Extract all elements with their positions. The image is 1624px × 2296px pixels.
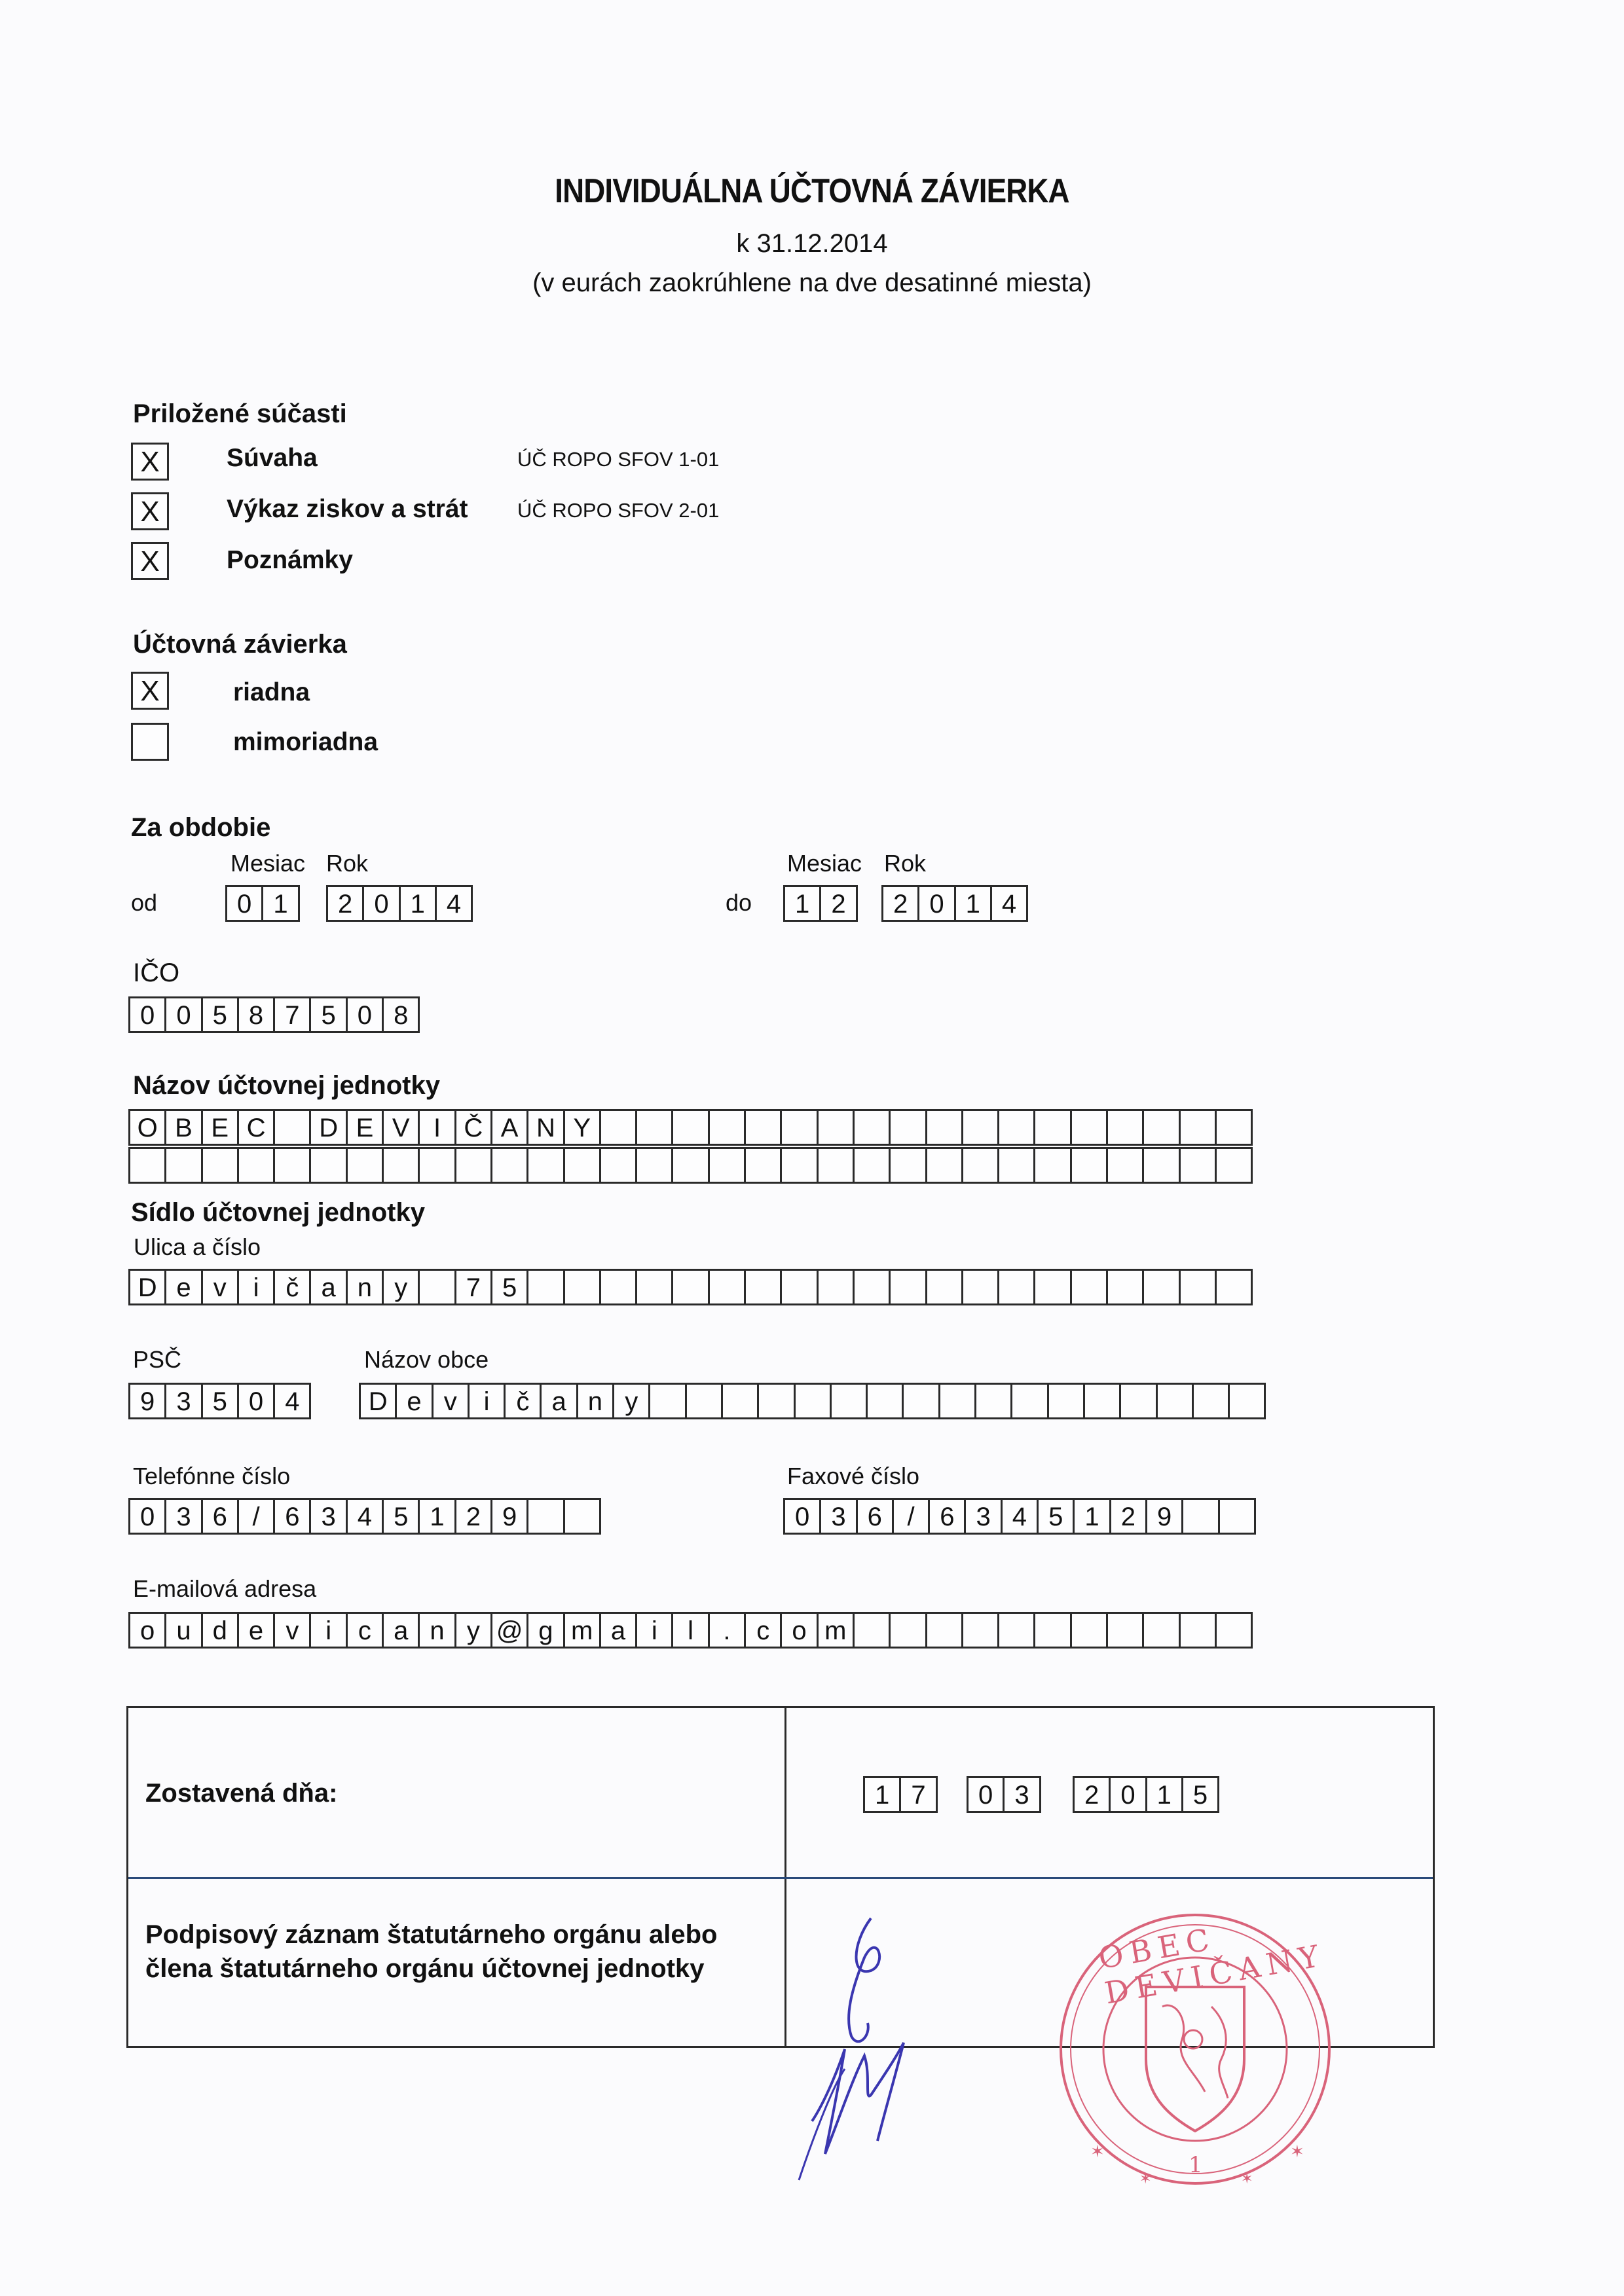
- char-cell[interactable]: [1033, 1612, 1071, 1649]
- ico-label: IČO: [133, 958, 180, 987]
- char-cell[interactable]: 2: [326, 885, 364, 922]
- char-cell[interactable]: [526, 1147, 564, 1184]
- char-cell[interactable]: c: [346, 1612, 384, 1649]
- city-label: Názov obce: [364, 1346, 489, 1373]
- table-divider-horizontal: [128, 1877, 1433, 1879]
- char-cell[interactable]: [1070, 1269, 1108, 1305]
- char-cell[interactable]: [1179, 1109, 1217, 1146]
- char-cell[interactable]: [382, 1147, 420, 1184]
- char-cell[interactable]: g: [526, 1612, 564, 1649]
- char-cell[interactable]: [925, 1147, 963, 1184]
- char-cell[interactable]: [1070, 1612, 1108, 1649]
- char-cell[interactable]: [708, 1269, 746, 1305]
- char-cell[interactable]: 6: [201, 1498, 239, 1535]
- char-cell[interactable]: [563, 1147, 601, 1184]
- char-cell[interactable]: [961, 1109, 999, 1146]
- char-cell[interactable]: a: [599, 1612, 637, 1649]
- to-year-label: Rok: [884, 850, 927, 877]
- char-cell[interactable]: e: [164, 1269, 202, 1305]
- label-riadna: riadna: [233, 678, 310, 706]
- char-cell[interactable]: [997, 1269, 1035, 1305]
- char-cell[interactable]: [1070, 1147, 1108, 1184]
- char-cell[interactable]: [1106, 1612, 1144, 1649]
- char-cell[interactable]: [1192, 1383, 1230, 1419]
- char-cell[interactable]: i: [237, 1269, 275, 1305]
- char-cell[interactable]: [925, 1269, 963, 1305]
- char-cell[interactable]: 0: [967, 1776, 1005, 1813]
- char-cell[interactable]: o: [780, 1612, 818, 1649]
- char-cell[interactable]: [1215, 1269, 1253, 1305]
- char-cell[interactable]: [1228, 1383, 1266, 1419]
- char-cell[interactable]: [757, 1383, 795, 1419]
- char-cell[interactable]: a: [382, 1612, 420, 1649]
- char-cell[interactable]: [1106, 1109, 1144, 1146]
- city-field[interactable]: [359, 1383, 1264, 1419]
- char-cell[interactable]: n: [346, 1269, 384, 1305]
- char-cell[interactable]: 1: [1145, 1776, 1183, 1813]
- char-cell[interactable]: 0: [164, 996, 202, 1033]
- compiled-month-field[interactable]: [967, 1776, 1039, 1813]
- char-cell[interactable]: i: [635, 1612, 673, 1649]
- char-cell[interactable]: y: [454, 1612, 492, 1649]
- compiled-year-field[interactable]: [1073, 1776, 1217, 1813]
- char-cell[interactable]: 1: [1073, 1498, 1111, 1535]
- char-cell[interactable]: 2: [1073, 1776, 1111, 1813]
- char-cell[interactable]: D: [309, 1109, 347, 1146]
- street-field[interactable]: [128, 1269, 1251, 1305]
- char-cell[interactable]: Y: [563, 1109, 601, 1146]
- char-cell[interactable]: [418, 1269, 456, 1305]
- char-cell[interactable]: 5: [490, 1269, 528, 1305]
- char-cell[interactable]: 3: [1003, 1776, 1041, 1813]
- char-cell[interactable]: @: [490, 1612, 528, 1649]
- checkbox-vykaz[interactable]: X: [131, 492, 169, 530]
- char-cell[interactable]: 4: [990, 885, 1028, 922]
- psc-label: PSČ: [133, 1346, 182, 1373]
- char-cell[interactable]: 5: [201, 996, 239, 1033]
- char-cell[interactable]: [1033, 1269, 1071, 1305]
- label-suvaha: Súvaha: [227, 444, 318, 472]
- char-cell[interactable]: [853, 1269, 891, 1305]
- char-cell[interactable]: [201, 1147, 239, 1184]
- phone-label: Telefónne číslo: [133, 1463, 291, 1489]
- char-cell[interactable]: [902, 1383, 940, 1419]
- closing-type-heading: Účtovná závierka: [133, 630, 347, 659]
- svg-text:✶: ✶: [1290, 2142, 1304, 2162]
- to-label: do: [726, 889, 752, 916]
- char-cell[interactable]: [1083, 1383, 1121, 1419]
- char-cell[interactable]: [671, 1147, 709, 1184]
- char-cell[interactable]: 9: [490, 1498, 528, 1535]
- document-title: INDIVIDUÁLNA ÚČTOVNÁ ZÁVIERKA: [555, 172, 1069, 210]
- char-cell[interactable]: [925, 1612, 963, 1649]
- char-cell[interactable]: n: [418, 1612, 456, 1649]
- checkbox-suvaha[interactable]: X: [131, 443, 169, 481]
- char-cell[interactable]: [164, 1147, 202, 1184]
- signature-label-line2: člena štatutárneho orgánu účtovnej jednotky: [145, 1954, 705, 1983]
- char-cell[interactable]: 0: [225, 885, 263, 922]
- char-cell[interactable]: 1: [783, 885, 821, 922]
- compiled-date-label: Zostavená dňa:: [145, 1779, 338, 1808]
- char-cell[interactable]: [1010, 1383, 1048, 1419]
- char-cell[interactable]: [780, 1147, 818, 1184]
- char-cell[interactable]: 0: [237, 1383, 275, 1419]
- char-cell[interactable]: i: [468, 1383, 506, 1419]
- char-cell[interactable]: n: [576, 1383, 614, 1419]
- compiled-day-field[interactable]: [863, 1776, 936, 1813]
- char-cell[interactable]: [309, 1147, 347, 1184]
- to-year-field[interactable]: [881, 885, 1026, 922]
- code-vykaz: ÚČ ROPO SFOV 2-01: [517, 499, 720, 522]
- char-cell[interactable]: [866, 1383, 904, 1419]
- stamp-text: OBEC DEVIČANY: [1096, 1920, 1328, 2011]
- email-field[interactable]: [128, 1612, 1251, 1649]
- char-cell[interactable]: 7: [899, 1776, 937, 1813]
- char-cell[interactable]: 9: [1145, 1498, 1183, 1535]
- code-suvaha: ÚČ ROPO SFOV 1-01: [517, 448, 720, 471]
- char-cell[interactable]: [599, 1147, 637, 1184]
- char-cell[interactable]: [1179, 1269, 1217, 1305]
- char-cell[interactable]: [1142, 1147, 1180, 1184]
- char-cell[interactable]: o: [128, 1612, 166, 1649]
- char-cell[interactable]: 0: [128, 1498, 166, 1535]
- char-cell[interactable]: 7: [454, 1269, 492, 1305]
- char-cell[interactable]: E: [346, 1109, 384, 1146]
- char-cell[interactable]: [671, 1269, 709, 1305]
- label-mimoriadna: mimoriadna: [233, 728, 378, 756]
- from-year-label: Rok: [326, 850, 369, 877]
- char-cell[interactable]: .: [708, 1612, 746, 1649]
- char-cell[interactable]: [273, 1109, 311, 1146]
- char-cell[interactable]: [853, 1147, 891, 1184]
- char-cell[interactable]: 1: [399, 885, 437, 922]
- char-cell[interactable]: [1119, 1383, 1157, 1419]
- char-cell[interactable]: 3: [964, 1498, 1002, 1535]
- svg-text:✶: ✶: [1090, 2142, 1105, 2162]
- char-cell[interactable]: /: [892, 1498, 930, 1535]
- char-cell[interactable]: [454, 1147, 492, 1184]
- char-cell[interactable]: 5: [201, 1383, 239, 1419]
- to-month-field[interactable]: [783, 885, 856, 922]
- char-cell[interactable]: [1106, 1269, 1144, 1305]
- char-cell[interactable]: [599, 1109, 637, 1146]
- char-cell[interactable]: 4: [1001, 1498, 1039, 1535]
- char-cell[interactable]: v: [432, 1383, 470, 1419]
- char-cell[interactable]: [346, 1147, 384, 1184]
- char-cell[interactable]: 1: [954, 885, 992, 922]
- char-cell[interactable]: [780, 1109, 818, 1146]
- char-cell[interactable]: [671, 1109, 709, 1146]
- char-cell[interactable]: 4: [273, 1383, 311, 1419]
- official-stamp: [1054, 1908, 1336, 2190]
- char-cell[interactable]: /: [237, 1498, 275, 1535]
- char-cell[interactable]: l: [671, 1612, 709, 1649]
- char-cell[interactable]: e: [237, 1612, 275, 1649]
- char-cell[interactable]: 8: [382, 996, 420, 1033]
- char-cell[interactable]: [721, 1383, 759, 1419]
- char-cell[interactable]: v: [201, 1269, 239, 1305]
- char-cell[interactable]: D: [359, 1383, 397, 1419]
- char-cell[interactable]: [1218, 1498, 1256, 1535]
- char-cell[interactable]: [938, 1383, 976, 1419]
- signature: [773, 1905, 943, 2193]
- char-cell[interactable]: [685, 1383, 723, 1419]
- attachments-heading: Priložené súčasti: [133, 399, 347, 428]
- char-cell[interactable]: [708, 1147, 746, 1184]
- char-cell[interactable]: 6: [273, 1498, 311, 1535]
- char-cell[interactable]: v: [273, 1612, 311, 1649]
- char-cell[interactable]: u: [164, 1612, 202, 1649]
- char-cell[interactable]: [1033, 1147, 1071, 1184]
- char-cell[interactable]: 0: [362, 885, 400, 922]
- char-cell[interactable]: y: [612, 1383, 650, 1419]
- char-cell[interactable]: 3: [164, 1498, 202, 1535]
- char-cell[interactable]: 0: [1109, 1776, 1147, 1813]
- char-cell[interactable]: 1: [863, 1776, 901, 1813]
- char-cell[interactable]: D: [128, 1269, 166, 1305]
- char-cell[interactable]: 2: [454, 1498, 492, 1535]
- char-cell[interactable]: 0: [783, 1498, 821, 1535]
- checkbox-riadna[interactable]: X: [131, 672, 169, 710]
- from-month-label: Mesiac: [231, 850, 306, 877]
- char-cell[interactable]: [817, 1269, 855, 1305]
- signature-label-line1: Podpisový záznam štatutárneho orgánu alebo: [145, 1920, 718, 1949]
- char-cell[interactable]: [708, 1109, 746, 1146]
- char-cell[interactable]: 1: [261, 885, 299, 922]
- char-cell[interactable]: [780, 1269, 818, 1305]
- char-cell[interactable]: I: [418, 1109, 456, 1146]
- char-cell[interactable]: [853, 1612, 891, 1649]
- char-cell[interactable]: [817, 1147, 855, 1184]
- checkbox-mimoriadna[interactable]: [131, 723, 169, 761]
- char-cell[interactable]: [526, 1269, 564, 1305]
- char-cell[interactable]: 4: [346, 1498, 384, 1535]
- street-label: Ulica a číslo: [134, 1233, 261, 1260]
- char-cell[interactable]: 3: [819, 1498, 857, 1535]
- char-cell[interactable]: 0: [917, 885, 955, 922]
- char-cell[interactable]: 9: [128, 1383, 166, 1419]
- char-cell[interactable]: y: [382, 1269, 420, 1305]
- char-cell[interactable]: [889, 1612, 927, 1649]
- char-cell[interactable]: [925, 1109, 963, 1146]
- char-cell[interactable]: [744, 1109, 782, 1146]
- phone-field[interactable]: [128, 1498, 599, 1535]
- char-cell[interactable]: e: [395, 1383, 433, 1419]
- char-cell[interactable]: 5: [1181, 1776, 1219, 1813]
- char-cell[interactable]: 2: [1109, 1498, 1147, 1535]
- period-heading: Za obdobie: [131, 813, 271, 842]
- char-cell[interactable]: 3: [164, 1383, 202, 1419]
- from-month-field[interactable]: [225, 885, 298, 922]
- char-cell[interactable]: [490, 1147, 528, 1184]
- char-cell[interactable]: [889, 1269, 927, 1305]
- char-cell[interactable]: [563, 1269, 601, 1305]
- char-cell[interactable]: [997, 1109, 1035, 1146]
- char-cell[interactable]: 0: [128, 996, 166, 1033]
- char-cell[interactable]: E: [201, 1109, 239, 1146]
- char-cell[interactable]: [563, 1498, 601, 1535]
- fax-field[interactable]: [783, 1498, 1254, 1535]
- psc-field[interactable]: [128, 1383, 309, 1419]
- char-cell[interactable]: [817, 1109, 855, 1146]
- to-month-label: Mesiac: [787, 850, 862, 877]
- char-cell[interactable]: [794, 1383, 832, 1419]
- char-cell[interactable]: [648, 1383, 686, 1419]
- char-cell[interactable]: [1181, 1498, 1219, 1535]
- char-cell[interactable]: B: [164, 1109, 202, 1146]
- char-cell[interactable]: A: [490, 1109, 528, 1146]
- label-poznamky: Poznámky: [227, 546, 353, 574]
- char-cell[interactable]: O: [128, 1109, 166, 1146]
- char-cell[interactable]: a: [309, 1269, 347, 1305]
- char-cell[interactable]: c: [744, 1612, 782, 1649]
- char-cell[interactable]: [961, 1147, 999, 1184]
- char-cell[interactable]: V: [382, 1109, 420, 1146]
- char-cell[interactable]: [1179, 1147, 1217, 1184]
- char-cell[interactable]: [418, 1147, 456, 1184]
- char-cell[interactable]: 3: [309, 1498, 347, 1535]
- char-cell[interactable]: 6: [856, 1498, 894, 1535]
- char-cell[interactable]: [1142, 1612, 1180, 1649]
- char-cell[interactable]: 5: [382, 1498, 420, 1535]
- char-cell[interactable]: [599, 1269, 637, 1305]
- char-cell[interactable]: [273, 1147, 311, 1184]
- char-cell[interactable]: [1142, 1269, 1180, 1305]
- checkbox-poznamky[interactable]: X: [131, 542, 169, 580]
- char-cell[interactable]: [526, 1498, 564, 1535]
- currency-note: (v eurách zaokrúhlene na dve desatinné miesta): [532, 268, 1092, 297]
- char-cell[interactable]: [635, 1269, 673, 1305]
- char-cell[interactable]: 5: [1037, 1498, 1075, 1535]
- char-cell[interactable]: [1033, 1109, 1071, 1146]
- char-cell[interactable]: i: [309, 1612, 347, 1649]
- char-cell[interactable]: [1215, 1109, 1253, 1146]
- email-label: E-mailová adresa: [133, 1575, 317, 1602]
- char-cell[interactable]: C: [237, 1109, 275, 1146]
- char-cell[interactable]: [1070, 1109, 1108, 1146]
- char-cell[interactable]: [830, 1383, 868, 1419]
- char-cell[interactable]: [853, 1109, 891, 1146]
- char-cell[interactable]: a: [540, 1383, 578, 1419]
- char-cell[interactable]: [744, 1147, 782, 1184]
- char-cell[interactable]: 6: [928, 1498, 966, 1535]
- char-cell[interactable]: Č: [454, 1109, 492, 1146]
- label-vykaz: Výkaz ziskov a strát: [227, 495, 468, 523]
- char-cell[interactable]: [237, 1147, 275, 1184]
- char-cell[interactable]: č: [504, 1383, 542, 1419]
- char-cell[interactable]: 0: [346, 996, 384, 1033]
- svg-text:✶: ✶: [1139, 2171, 1152, 2187]
- char-cell[interactable]: m: [817, 1612, 855, 1649]
- char-cell[interactable]: m: [563, 1612, 601, 1649]
- char-cell[interactable]: [974, 1383, 1012, 1419]
- from-label: od: [131, 889, 158, 916]
- char-cell[interactable]: 1: [418, 1498, 456, 1535]
- char-cell[interactable]: d: [201, 1612, 239, 1649]
- char-cell[interactable]: 2: [819, 885, 857, 922]
- char-cell[interactable]: 7: [273, 996, 311, 1033]
- char-cell[interactable]: [1215, 1612, 1253, 1649]
- char-cell[interactable]: [889, 1109, 927, 1146]
- char-cell[interactable]: č: [273, 1269, 311, 1305]
- char-cell[interactable]: [997, 1612, 1035, 1649]
- unit-name-row2[interactable]: [128, 1147, 1251, 1184]
- svg-text:✶: ✶: [1241, 2171, 1253, 2187]
- char-cell[interactable]: 5: [309, 996, 347, 1033]
- address-heading: Sídlo účtovnej jednotky: [131, 1198, 425, 1227]
- char-cell[interactable]: [1047, 1383, 1085, 1419]
- char-cell[interactable]: [961, 1612, 999, 1649]
- char-cell[interactable]: [961, 1269, 999, 1305]
- stamp-number: 1: [1189, 2152, 1203, 2178]
- document-date: k 31.12.2014: [736, 229, 888, 258]
- char-cell[interactable]: 8: [237, 996, 275, 1033]
- char-cell[interactable]: [1142, 1109, 1180, 1146]
- char-cell[interactable]: [1106, 1147, 1144, 1184]
- char-cell[interactable]: [1156, 1383, 1194, 1419]
- char-cell[interactable]: [635, 1147, 673, 1184]
- fax-label: Faxové číslo: [787, 1463, 920, 1489]
- unit-name-row1[interactable]: [128, 1109, 1251, 1146]
- ico-field[interactable]: [128, 996, 418, 1033]
- char-cell[interactable]: [744, 1269, 782, 1305]
- char-cell[interactable]: 4: [435, 885, 473, 922]
- char-cell[interactable]: [128, 1147, 166, 1184]
- from-year-field[interactable]: [326, 885, 471, 922]
- char-cell[interactable]: 2: [881, 885, 919, 922]
- char-cell[interactable]: [997, 1147, 1035, 1184]
- char-cell[interactable]: N: [526, 1109, 564, 1146]
- unit-name-label: Názov účtovnej jednotky: [133, 1071, 440, 1100]
- char-cell[interactable]: [1215, 1147, 1253, 1184]
- char-cell[interactable]: [1179, 1612, 1217, 1649]
- char-cell[interactable]: [889, 1147, 927, 1184]
- char-cell[interactable]: [635, 1109, 673, 1146]
